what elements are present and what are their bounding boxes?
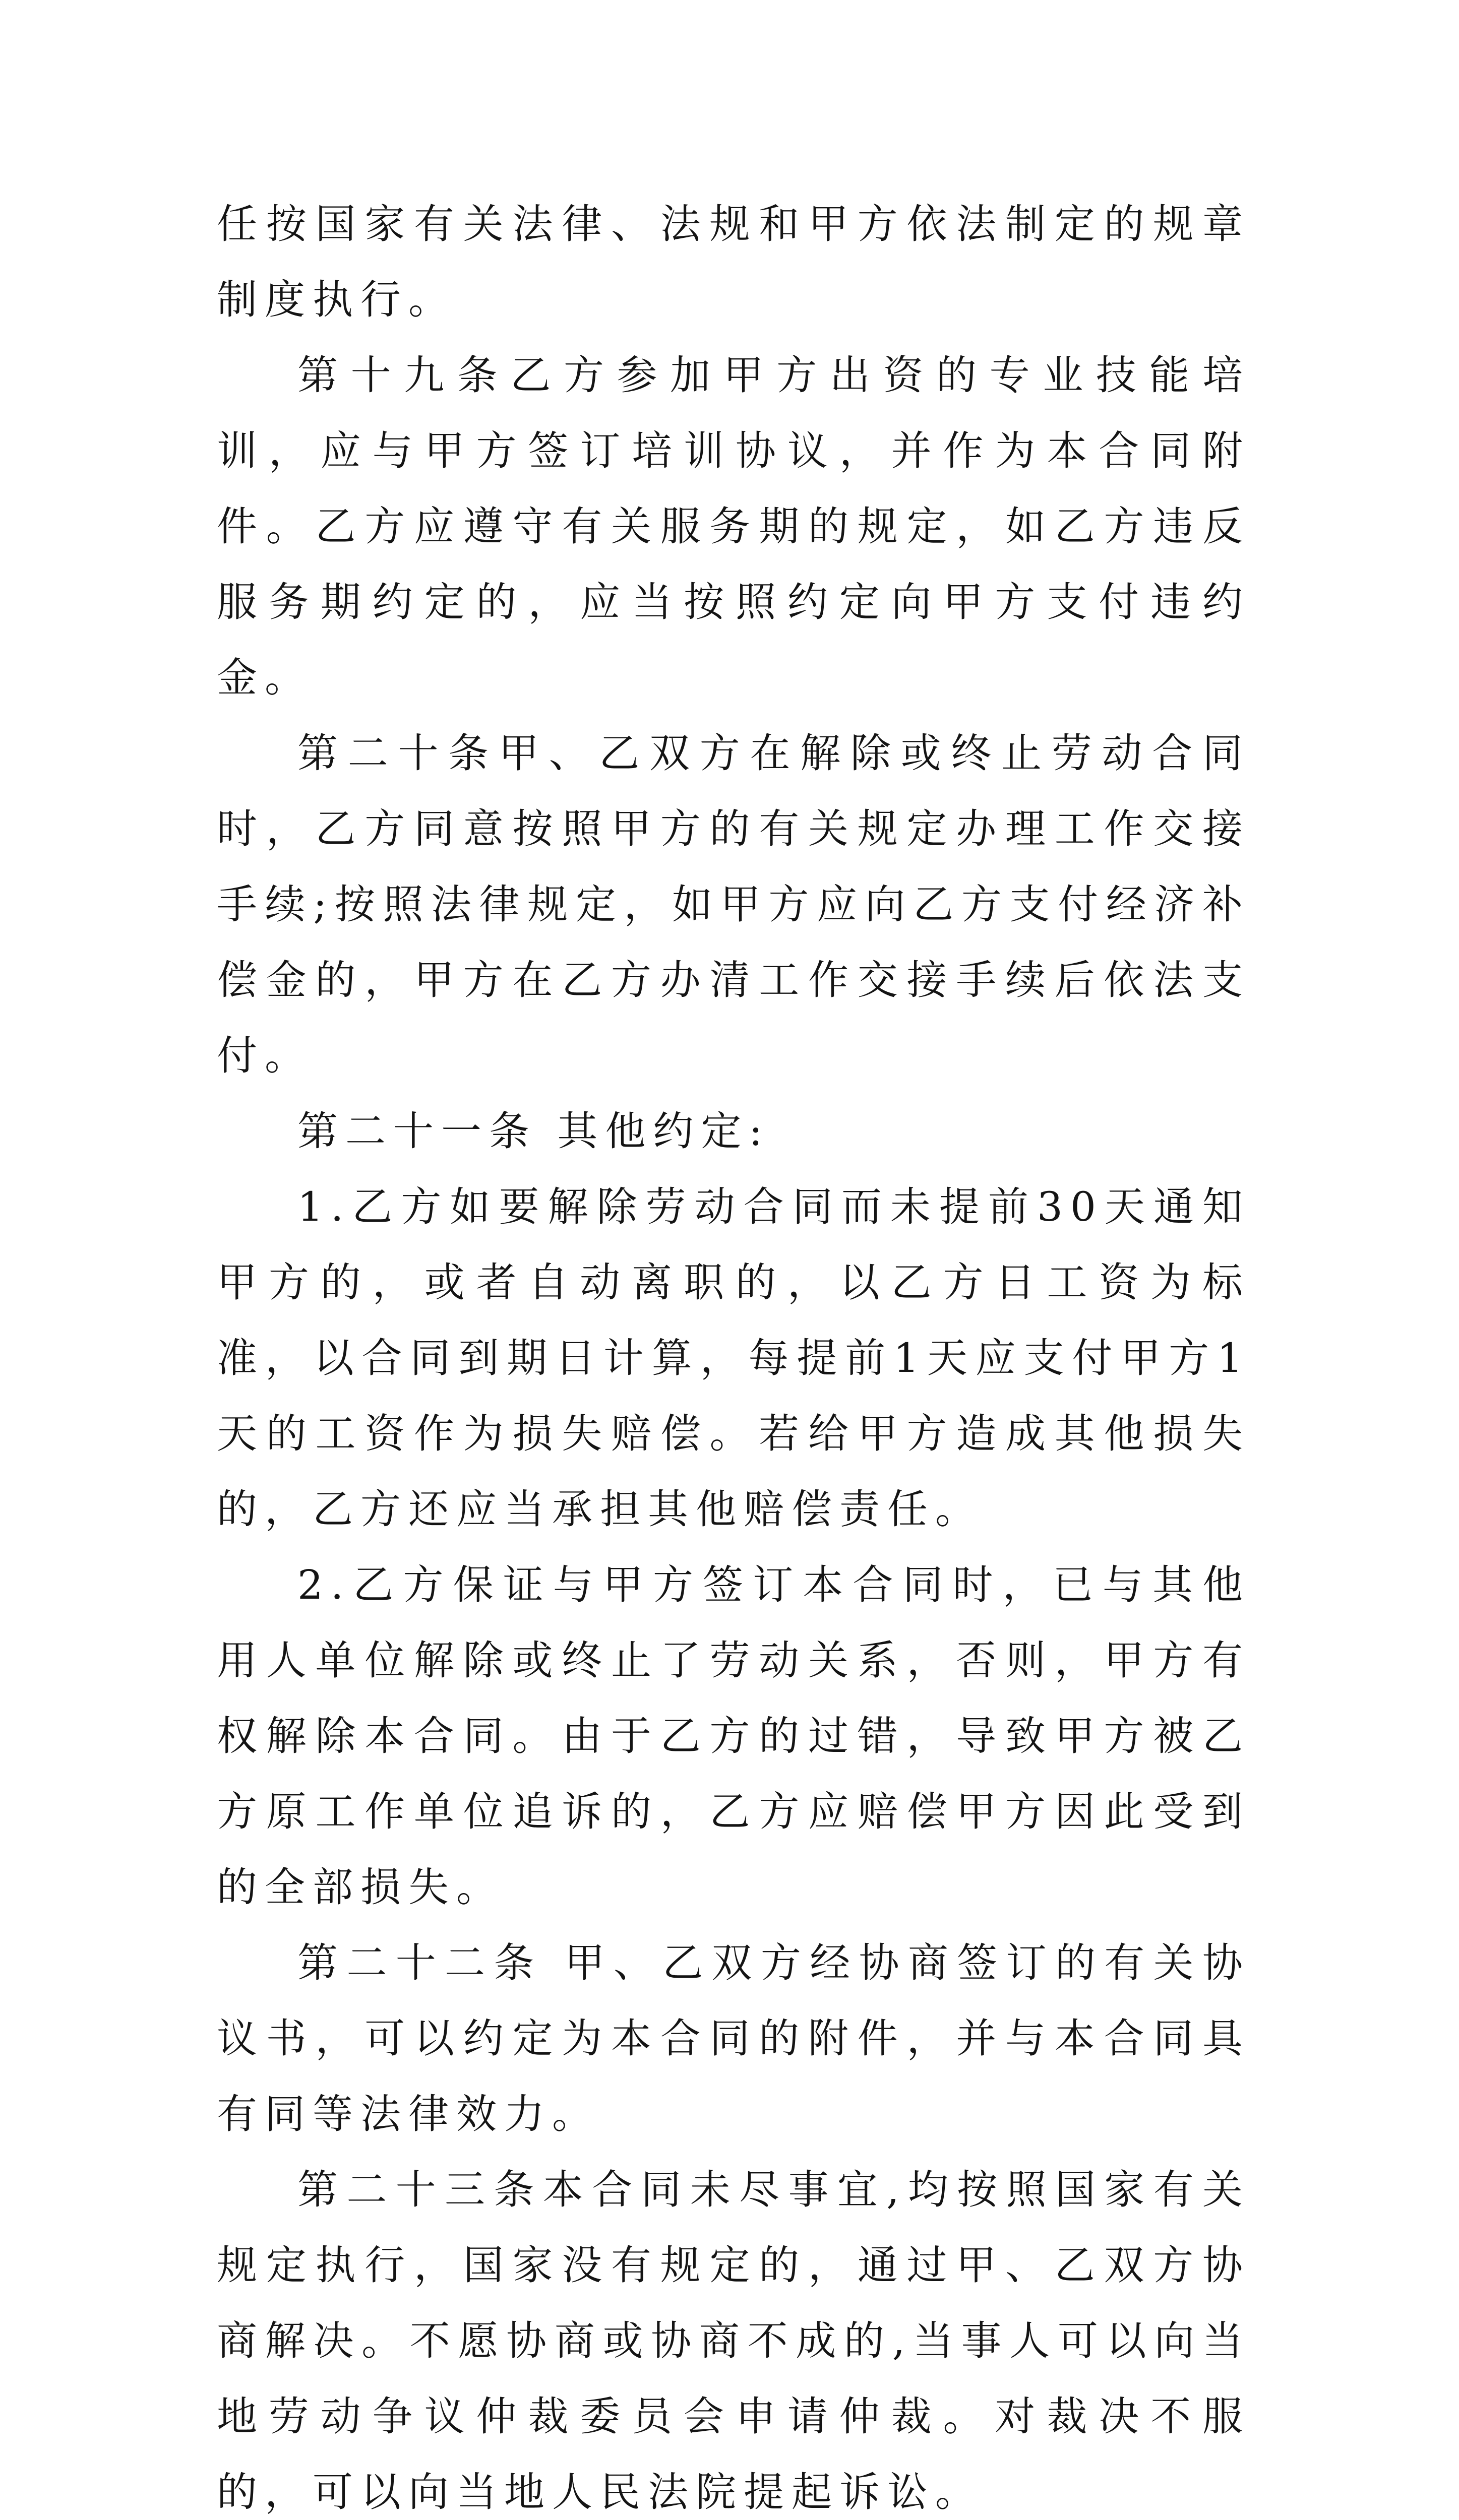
paragraph-article-21-item-2: 2.乙方保证与甲方签订本合同时，已与其他用人单位解除或终止了劳动关系，否则，甲方有权解除本合同。由于乙方的过错，导致甲方被乙方原工作单位追诉的，乙方应赔偿甲方因此受到的全部损失。 [217,1561,1250,1911]
paragraph-article-22: 第二十二条 甲、乙双方经协商签订的有关协议书，可以约定为本合同的附件，并与本合同具有同等法律效力。 [217,1939,1250,2137]
paragraph-article-19: 第十九条乙方参加甲方出资的专业技能培训，应与甲方签订培训协议，并作为本合同附件。乙方应遵守有关服务期的规定，如乙方违反服务期约定的，应当按照约定向甲方支付违约金。 [217,352,1250,701]
paragraph-article-21-heading: 第二十一条 其他约定: [297,1108,770,1155]
paragraph-article-21-item-1: 1.乙方如要解除劳动合同而未提前30天通知甲方的，或者自动离职的，以乙方日工资为标准，以合同到期日计算，每提前1天应支付甲方1天的工资作为损失赔偿。若给甲方造成其他损失的，乙方还应当承担其他赔偿责任。 [217,1183,1250,1533]
paragraph-article-18-continued: 任按国家有关法律、法规和甲方依法制定的规章制度执行。 [217,201,1250,323]
paragraph-article-20: 第二十条甲、乙双方在解除或终止劳动合同时，乙方同意按照甲方的有关规定办理工作交接手续;按照法律规定，如甲方应向乙方支付经济补偿金的，甲方在乙方办清工作交接手续后依法支付。 [217,730,1250,1079]
document-body [217,186,1250,2520]
paragraph-article-23: 第二十三条本合同未尽事宜,均按照国家有关规定执行，国家没有规定的，通过甲、乙双方协商解决。不愿协商或协商不成的,当事人可以向当地劳动争议仲裁委员会申请仲裁。对裁决不服的，可以向当地人民法院提起诉讼。 [217,2166,1250,2515]
